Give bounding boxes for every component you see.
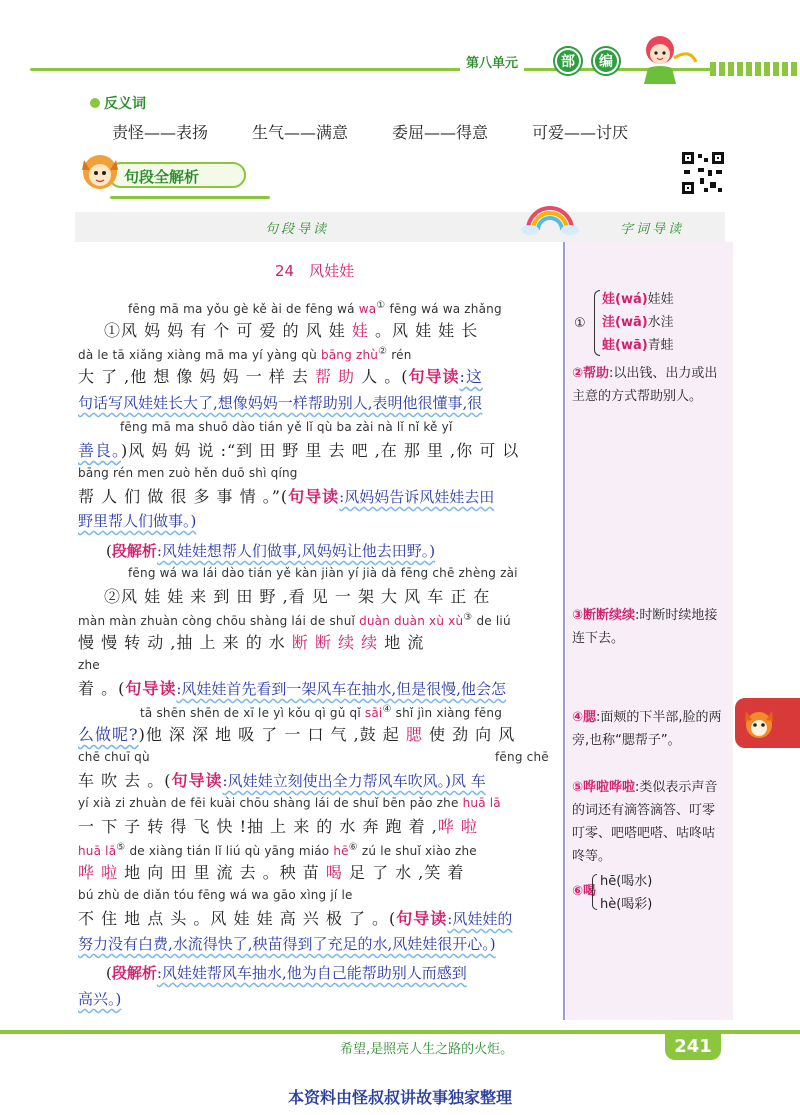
sentence-guide-label: 句导读 <box>171 771 223 790</box>
pinyin-line: fēng mā ma yǒu gè kě ài de fēng wá wa① fēng wá wa zhǎng <box>128 300 502 316</box>
sidebar-note-4: ④腮:面颊的下半部,脸的两旁,也称“腮帮子”。 <box>572 710 722 748</box>
side-tab <box>735 698 800 748</box>
sidebar-note-1 <box>602 288 722 357</box>
antonym-pair: 生气——满意 <box>252 123 349 142</box>
antonym-heading <box>90 93 146 113</box>
sidebar-note-2: ②帮助:以出钱、出力或出主意的方式帮助别人。 <box>572 366 718 404</box>
text-line: 帮 人 们 做 很 多 事 情 。”(句导读:风妈妈告诉风娃娃去田 <box>78 487 495 506</box>
text-line: 着 。(句导读:风娃娃首先看到一架风车在抽水,但是很慢,他会怎 <box>78 679 506 698</box>
text-line: 么做呢?)他 深 深 地 吸 了 一 口 气 ,鼓 起 腮 使 劲 向 风 <box>78 725 516 744</box>
rainbow-cloud-icon <box>520 200 580 236</box>
badge-bu: 部 <box>555 48 581 74</box>
mascot-girl-icon <box>630 28 700 88</box>
pinyin-line: fēng mā ma shuō dào tián yě lǐ qù ba zài nà lǐ nǐ kě yǐ <box>120 420 453 434</box>
paragraph-analysis: (段解析:风娃娃帮风车抽水,他为自己能帮助别人而感到 <box>106 964 467 982</box>
text-line: 善良。)风 妈 妈 说 :“到 田 野 里 去 吧 ,在 那 里 ,你 可 以 <box>78 441 520 460</box>
banner-label: 句段全解析 <box>124 168 200 186</box>
brace-icon <box>594 290 600 356</box>
antonym-list <box>112 120 628 143</box>
analysis-banner <box>78 150 248 196</box>
text-line: ②风 娃 娃 来 到 田 野 ,看 见 一 架 大 风 车 正 在 <box>104 587 491 606</box>
section-subheader <box>75 212 725 242</box>
sentence-guide-label: 句导读 <box>408 367 460 386</box>
antonym-pair: 委屈——得意 <box>392 123 489 142</box>
bullet-dot-icon <box>90 98 100 108</box>
pinyin-line: huā lā⑤ de xiàng tián lǐ liú qù yāng miáo hē⑥ zú le shuǐ xiào zhe <box>78 842 477 858</box>
antonym-pair: 责怪——表扬 <box>112 123 209 142</box>
subheader-sentence-guide: 句段导读 <box>265 222 330 237</box>
paragraph-analysis-label: 段解析 <box>111 542 157 560</box>
sentence-guide-label: 句导读 <box>288 487 340 506</box>
subheader-word-guide: 字词导读 <box>620 222 685 237</box>
unit-title: 第八单元 <box>460 52 524 71</box>
pinyin-line: chē chuī qù <box>78 750 150 764</box>
header-dots-decoration <box>710 62 800 76</box>
sidebar-note-5: ⑤哗啦哗啦:类似表示声音的词还有滴答滴答、叮零叮零、吧嗒吧嗒、咕咚咕咚等。 <box>572 780 718 864</box>
pinyin-line: dà le tā xiǎng xiàng mā ma yí yàng qù bāng zhù② rén <box>78 346 412 362</box>
text-line: 哗 啦 地 向 田 里 流 去 。秧 苗 喝 足 了 水 ,笑 着 <box>78 863 465 882</box>
page-number: 241 <box>665 1032 721 1060</box>
text-line: 不 住 地 点 头 。风 娃 娃 高 兴 极 了 。(句导读:风娃娃的 <box>78 909 513 928</box>
text-line: ①风 妈 妈 有 个 可 爱 的 风 娃 娃 。风 娃 娃 长 <box>104 321 479 340</box>
text-line: 一 下 子 转 得 飞 快 !抽 上 来 的 水 奔 跑 着 ,哗 啦 <box>78 817 478 836</box>
pinyin-line: bāng rén men zuò hěn duō shì qíng <box>78 466 298 480</box>
sentence-guide-label: 句导读 <box>396 909 448 928</box>
pinyin-line: fēng chē <box>495 750 549 764</box>
brace-icon <box>592 874 597 910</box>
sidebar-note-6-readings: hē(喝水) hè(喝彩) <box>600 874 653 912</box>
sentence-guide-text: 野里帮人们做事。) <box>78 512 197 530</box>
sidebar-char-entry: 蛙(wā)青蛙 <box>602 338 674 353</box>
header-line <box>30 68 730 71</box>
lesson-title: 24 风娃娃 <box>275 262 355 280</box>
badge-bian: 编 <box>593 48 619 74</box>
antonym-pair: 可爱——讨厌 <box>532 123 629 142</box>
footer-motto: 希望,是照亮人生之路的火炬。 <box>340 1042 514 1057</box>
sentence-guide-label: 句导读 <box>125 679 177 698</box>
sidebar-note-6-term: ⑥喝 <box>572 884 597 899</box>
banner-underline <box>110 196 270 199</box>
pinyin-line: yí xià zi zhuàn de fēi kuài chōu shàng lái de shuǐ bēn pǎo zhe huā lā <box>78 796 501 810</box>
pinyin-line: màn màn zhuàn còng chōu shàng lái de shuǐ duàn duàn xù xù③ de liú <box>78 612 511 628</box>
sentence-guide-text: 句话写风娃娃长大了,想像妈妈一样帮助别人,表明他很懂事,很 <box>78 394 483 412</box>
text-line: 车 吹 去 。(句导读:风娃娃立刻使出全力帮风车吹风。)风 车 <box>78 771 486 790</box>
sidebar-char-entry: 洼(wā)水洼 <box>602 315 674 330</box>
pinyin-line: fēng wá wa lái dào tián yě kàn jiàn yí jià dà fēng chē zhèng zài <box>128 566 518 580</box>
pinyin-line: tā shēn shēn de xī le yì kǒu qì gǔ qǐ sāi④ shǐ jìn xiàng fēng <box>140 704 503 720</box>
sidebar-note-number: ① <box>574 316 586 331</box>
dog-mascot-icon <box>78 150 124 196</box>
pinyin-line: bú zhù de diǎn tóu fēng wá wa gāo xìng jí le <box>78 888 353 902</box>
text-line: 慢 慢 转 动 ,抽 上 来 的 水 断 断 续 续 地 流 <box>78 633 425 652</box>
fox-mascot-icon <box>739 703 779 743</box>
qr-code-icon[interactable] <box>680 150 726 196</box>
pinyin-line: zhe <box>78 658 100 672</box>
paragraph-analysis-text: 高兴。) <box>78 990 122 1008</box>
credit-line: 本资料由怪叔叔讲故事独家整理 <box>287 1088 512 1107</box>
sidebar-char-entry: 娃(wá)娃娃 <box>602 292 674 307</box>
paragraph-analysis-label: 段解析 <box>111 964 157 982</box>
antonym-heading-text: 反义词 <box>104 96 146 112</box>
sidebar-note-3: ③断断续续:时断时续地接连下去。 <box>572 608 718 646</box>
sentence-guide-text: 努力没有白费,水流得快了,秧苗得到了充足的水,风娃娃很开心。) <box>78 935 496 953</box>
paragraph-analysis: (段解析:风娃娃想帮人们做事,风妈妈让他去田野。) <box>106 542 436 560</box>
text-line: 大 了 ,他 想 像 妈 妈 一 样 去 帮 助 人 。(句导读:这 <box>78 367 483 386</box>
